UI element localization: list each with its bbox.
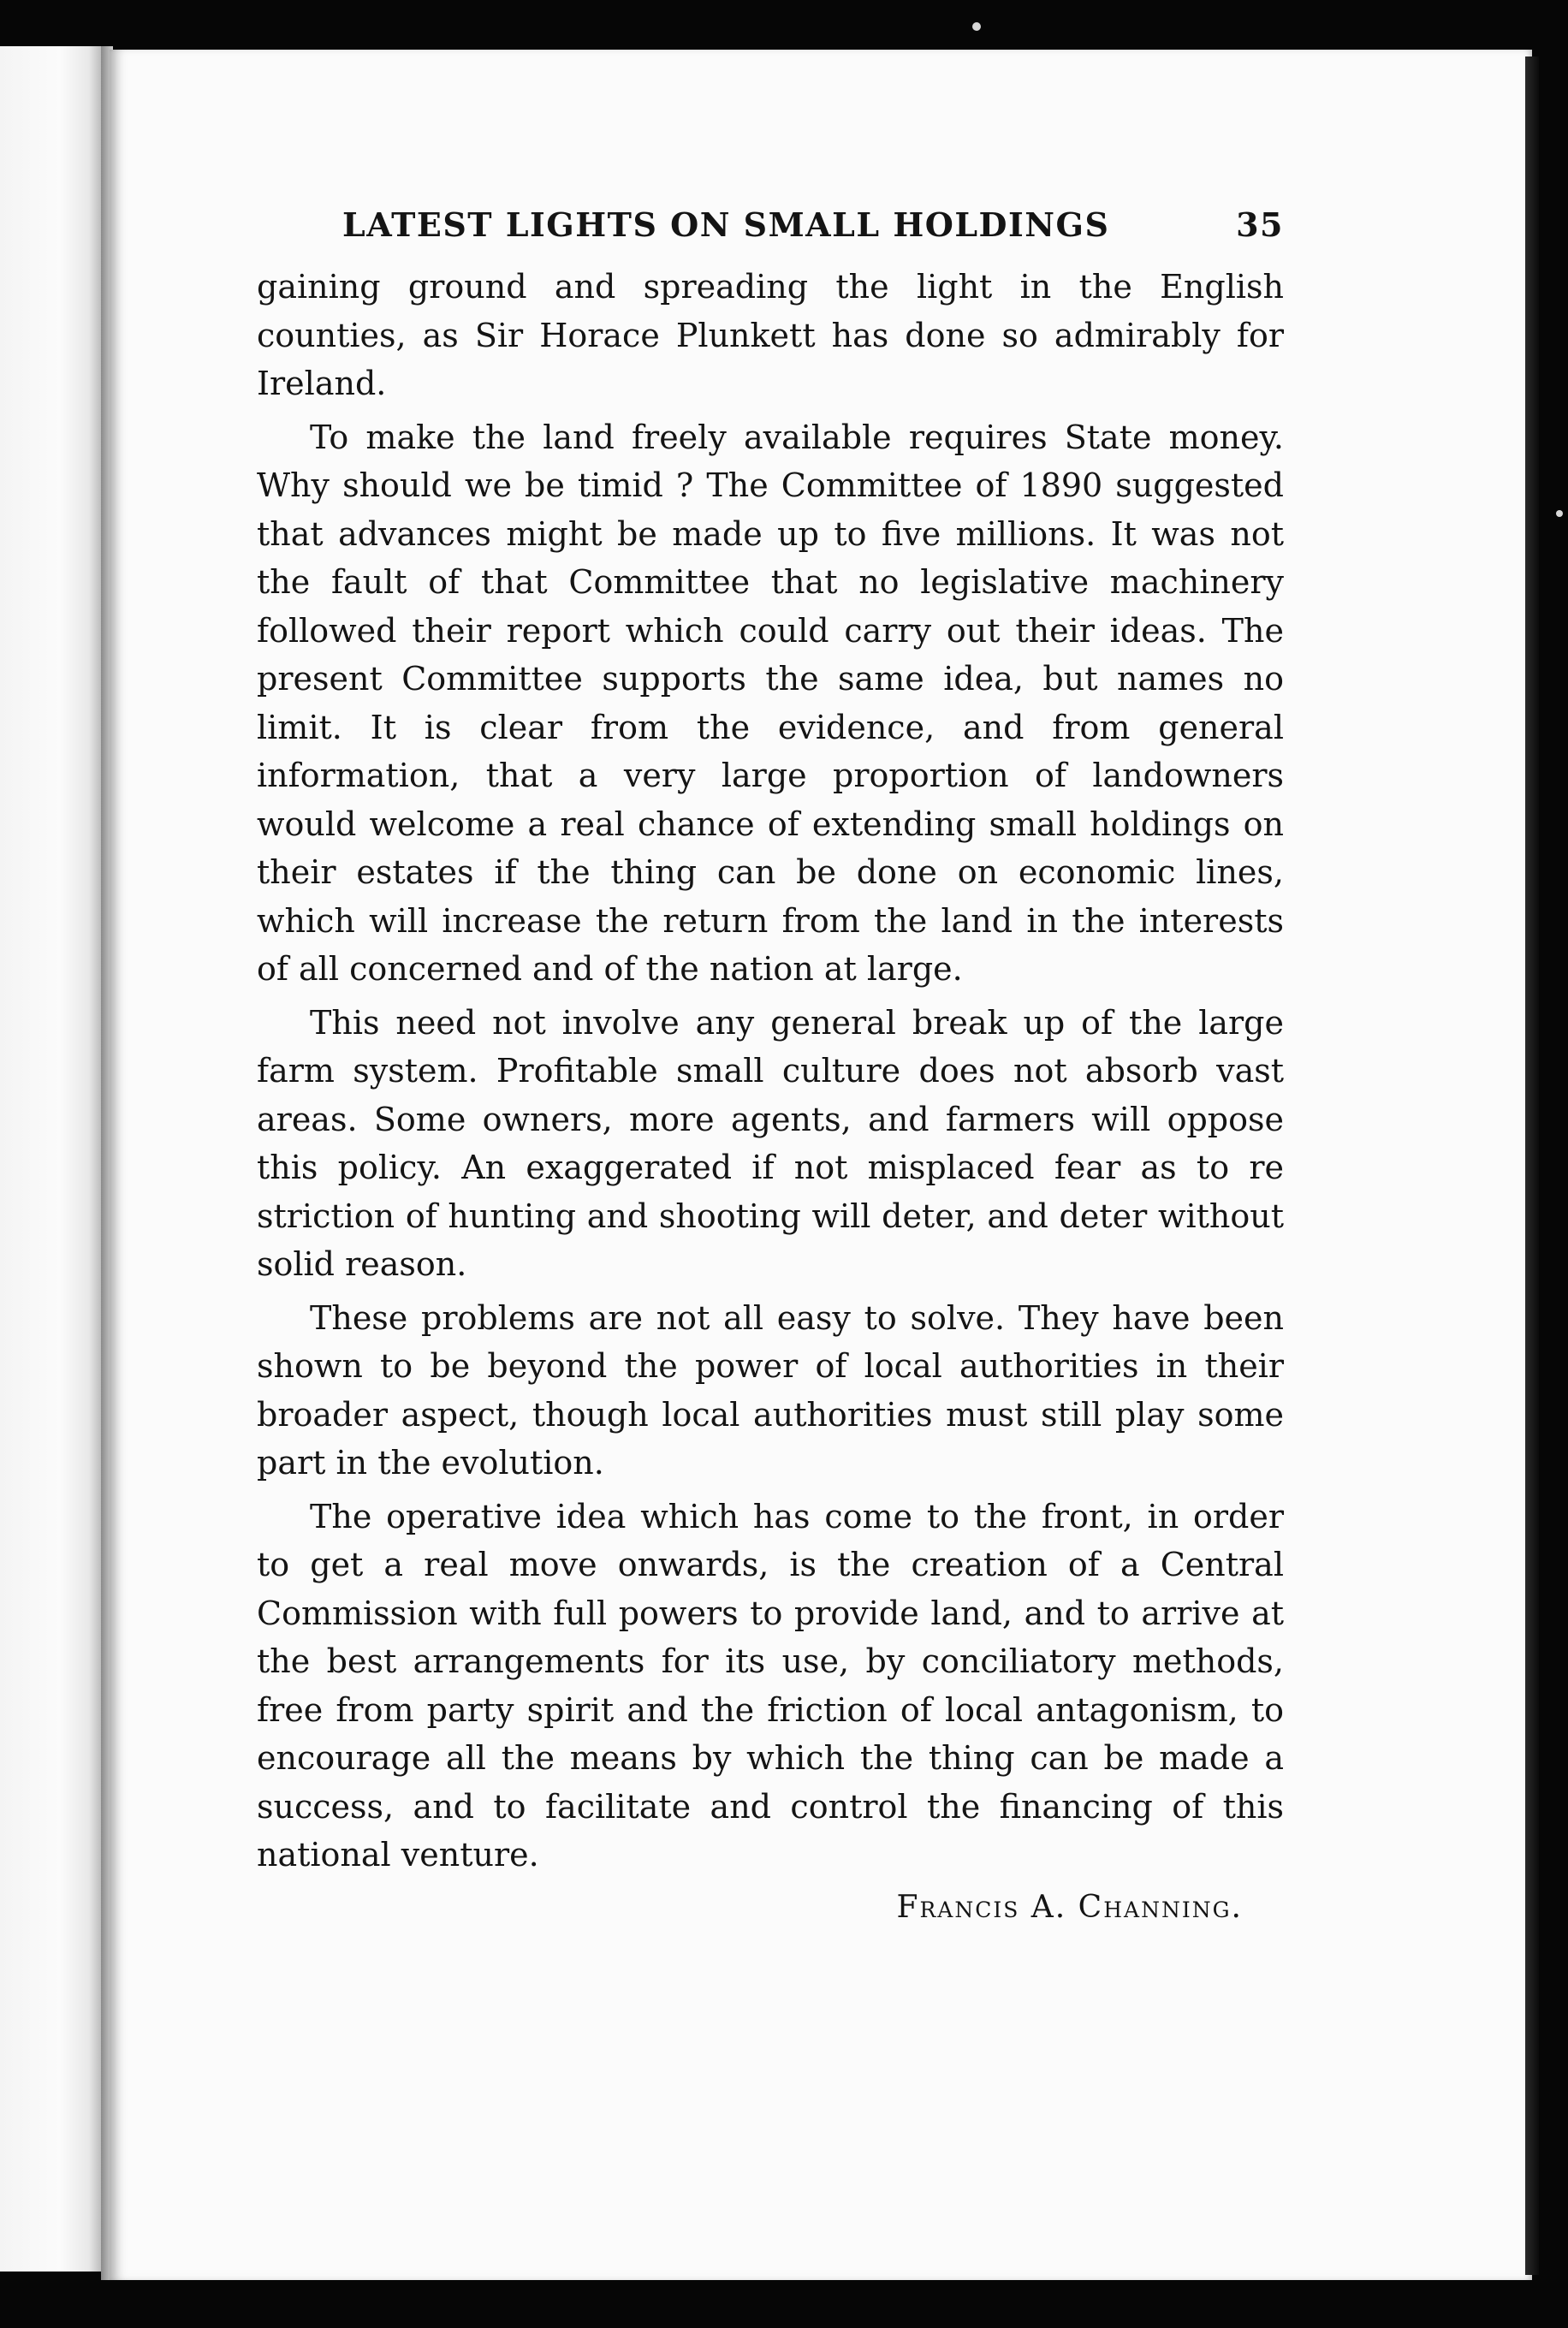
paragraph-state-money: To make the land freely available requires State money. Why should we be timid ? The Committee of 1890 suggested that advances might be made up to five millions. It was not the fault of that Committee that no legislative machinery followed their report which could carry out their ideas. The present Committee supports the same idea, but names no limit. It is clear from the evidence, and from general information, that a very large proportion of landowners would welcome a real chance of extending small holdings on their estates if the thing can be done on economic lines, which will increase the return from the land in the interests of all concerned and of the nation at large.	[257, 418, 1284, 988]
page-number: 35	[1236, 205, 1284, 244]
dust-speck	[972, 22, 981, 31]
running-head	[342, 205, 1284, 244]
paragraph-large-farm-system: This need not involve any general break up of the large farm system. Profitable small culture does not absorb vast areas. Some owners, more agents, and farmers will oppose this policy. An exaggerated if not misplaced fear as to re striction of hunting and shooting will deter, and deter without solid reason.	[257, 1003, 1284, 1283]
author-signature: Francis A. Channing.	[896, 1889, 1243, 1925]
paragraph-problems: These problems are not all easy to solve. They have been shown to be beyond the power of local authorities in their broader aspect, though local authorities must still play some part in the evolution.	[257, 1298, 1284, 1482]
right-page-edge	[1525, 56, 1539, 2275]
page-text	[257, 205, 1284, 1925]
paragraph-central-commission: The operative idea which has come to the front, in order to get a real move onwards, is the creation of a Central Commission with full powers to provide land, and to arrive at the best arrangements for its use, by conciliatory methods, free from party spirit and the friction of local antagonism, to encourage all the means by which the thing can be made a success, and to facilitate and control the financing of this national venture.	[257, 1497, 1284, 1874]
running-head-title: LATEST LIGHTS ON SMALL HOLDINGS	[342, 205, 1110, 244]
dust-speck	[1556, 510, 1563, 517]
paragraph-continuation: gaining ground and spreading the light in the English counties, as Sir Horace Plunkett has done so admirably for Ireland.	[257, 268, 1284, 402]
left-page-edge	[0, 46, 101, 2272]
